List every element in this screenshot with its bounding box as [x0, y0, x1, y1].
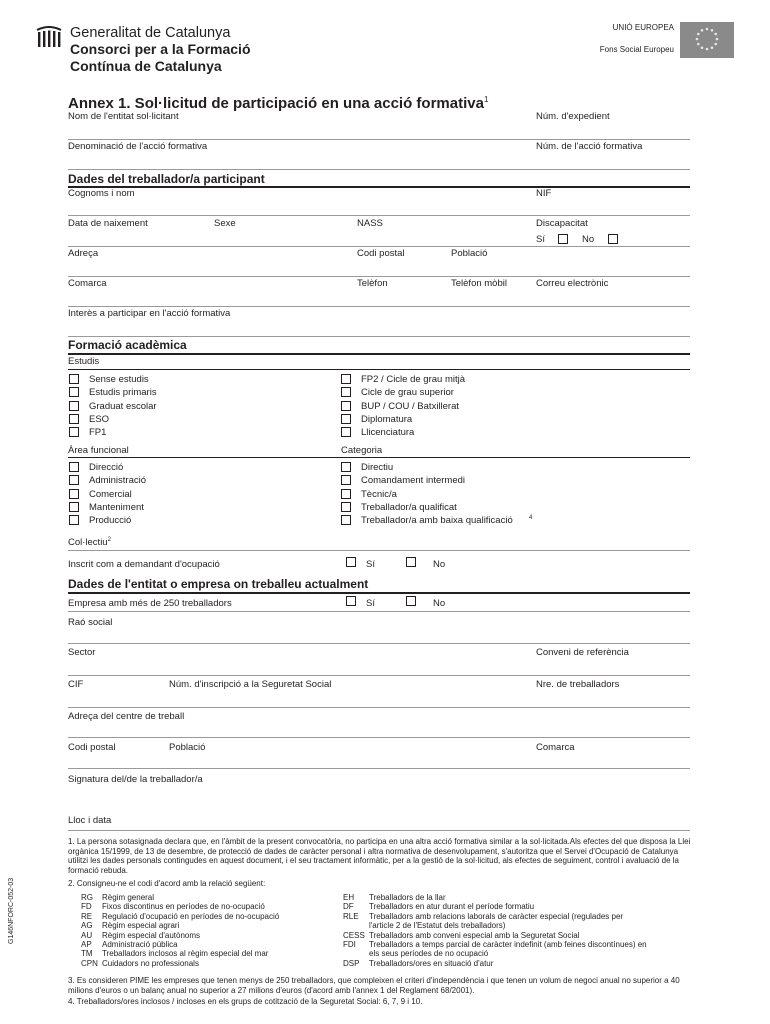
area-label: Administració: [89, 475, 147, 487]
divider-empresa250: [68, 611, 690, 612]
estudis-label: FP2 / Cicle de grau mitjà: [361, 374, 466, 385]
categoria-label: Comandament intermedi: [361, 475, 466, 487]
form-title: [68, 91, 488, 113]
field-rao-social[interactable]: [68, 643, 690, 644]
label-data-naixement: Data de naixement: [68, 218, 148, 229]
estudis-label: ESO: [89, 413, 110, 425]
estudis-checkbox[interactable]: [341, 374, 351, 384]
checkbox-disc-no[interactable]: [608, 234, 618, 244]
form-title-footnote: 1: [483, 95, 489, 104]
label-sexe: Sexe: [214, 218, 236, 229]
code-abbr: FDI: [343, 939, 356, 949]
section-treballador: Dades del treballador/a participant: [68, 172, 265, 186]
code-row: [343, 931, 688, 940]
code-row: [343, 921, 688, 930]
field-cognoms[interactable]: [68, 215, 690, 216]
categoria-checkbox[interactable]: [341, 489, 351, 499]
code-row: [343, 959, 688, 968]
categoria-footnote: 4: [529, 515, 533, 521]
col-lectiu-footnote: 2: [107, 537, 111, 543]
label-categoria: Categoria: [341, 445, 383, 456]
label-empresa250: Empresa amb més de 250 treballadors: [68, 598, 232, 609]
label-disc-no: No: [582, 234, 595, 245]
code-abbr: AP: [81, 939, 92, 949]
field-cif[interactable]: [68, 707, 690, 708]
codes-right-list: [343, 893, 688, 968]
code-row: [343, 893, 688, 902]
estudis-checkbox[interactable]: [69, 414, 79, 424]
generalitat-logo: [36, 26, 62, 48]
estudis-checkbox[interactable]: [69, 401, 79, 411]
code-desc: els seus períodes de no ocupació: [369, 949, 489, 959]
label-lloc-data: Lloc i data: [68, 815, 112, 826]
categoria-checkbox[interactable]: [341, 515, 351, 525]
label-nif: NIF: [536, 188, 552, 199]
field-col-lectiu[interactable]: [68, 550, 690, 551]
code-abbr: DSP: [343, 958, 360, 968]
eu-fund: Fons Social Europeu: [599, 45, 674, 54]
code-desc: Treballadors de la llar: [369, 893, 446, 902]
label-nass: NASS: [357, 218, 383, 229]
estudis-checkbox[interactable]: [341, 401, 351, 411]
label-inscrit: Inscrit com a demandant d'ocupació: [68, 559, 220, 570]
area-checkbox[interactable]: [69, 502, 79, 512]
code-desc: Fixos discontinus en períodes de no-ocupació: [102, 902, 265, 912]
label-rao-social: Raó social: [68, 617, 113, 628]
field-comarca[interactable]: [68, 306, 690, 307]
field-sector[interactable]: [68, 675, 690, 676]
section-divider: [68, 186, 690, 188]
code-desc: Treballadors/ores en situació d'atur: [369, 958, 494, 968]
col-lectiu-text: Col·lectiu: [68, 537, 108, 549]
note-2: 2. Consigneu-ne el codi d'acord amb la relació següent:: [68, 879, 266, 888]
area-label: Producció: [89, 515, 132, 527]
label-interes: Interès a participar en l'acció formativa: [68, 308, 231, 319]
code-row: [343, 949, 688, 958]
form-title-text: Annex 1. Sol·licitud de participació en una acció formativa: [68, 95, 484, 112]
area-checkbox[interactable]: [69, 515, 79, 525]
label-inscrit-no: No: [433, 559, 446, 570]
estudis-checkbox[interactable]: [69, 387, 79, 397]
label-nom-entitat: Nom de l'entitat sol·licitant: [68, 111, 179, 122]
label-empresa250-si: Sí: [366, 598, 375, 609]
label-disc-si: Sí: [536, 234, 545, 245]
checkbox-empresa250-si[interactable]: [346, 596, 356, 606]
checkbox-disc-si[interactable]: [558, 234, 568, 244]
label-empresa250-no: No: [433, 598, 446, 609]
code-abbr: DF: [343, 902, 354, 912]
field-adreca-centre[interactable]: [68, 737, 690, 738]
categoria-checkbox[interactable]: [341, 462, 351, 472]
note-4: 4. Treballadors/ores inclosos / incloses en els grups de cotització de la Seguretat Social: 6, 7, 9 i 10.: [68, 997, 423, 1006]
label-comarca: Comarca: [68, 278, 107, 289]
code-row: [81, 902, 331, 911]
code-desc: Règim especial agrari: [102, 921, 180, 931]
code-desc: Regulació d'ocupació en períodes de no-ocupació: [102, 911, 280, 921]
label-inscrit-si: Sí: [366, 559, 375, 570]
org-name-line3: Contínua de Catalunya: [70, 58, 222, 74]
label-cognoms: Cognoms i nom: [68, 188, 135, 199]
label-adreca-centre: Adreça del centre de treball: [68, 711, 185, 722]
label-col-lectiu: [68, 535, 111, 548]
label-adreca: Adreça: [68, 248, 99, 259]
estudis-label: Estudis primaris: [89, 387, 157, 399]
code-row: [81, 940, 331, 949]
org-name-line1: Generalitat de Catalunya: [70, 25, 231, 41]
label-num-accio: Núm. de l'acció formativa: [536, 141, 643, 152]
categoria-label: Directiu: [361, 462, 394, 473]
section-divider: [68, 353, 690, 355]
code-abbr: CESS: [343, 930, 365, 940]
area-checkbox[interactable]: [69, 475, 79, 485]
code-desc: Cuidadors no professionals: [102, 958, 199, 968]
categoria-checkbox[interactable]: [341, 475, 351, 485]
categoria-checkbox[interactable]: [341, 502, 351, 512]
estudis-checkbox[interactable]: [341, 414, 351, 424]
label-discapacitat: Discapacitat: [536, 218, 588, 229]
area-label: Direcció: [89, 462, 124, 473]
checkbox-inscrit-si[interactable]: [346, 557, 356, 567]
code-row: [81, 949, 331, 958]
eu-title: UNIÓ EUROPEA: [612, 23, 674, 32]
categoria-label: Tècnic/a: [361, 488, 397, 500]
estudis-label: Llicenciatura: [361, 427, 415, 439]
label-num-expedient: Núm. d'expedient: [536, 111, 610, 122]
field-interes[interactable]: [68, 336, 690, 337]
estudis-checkbox[interactable]: [69, 374, 79, 384]
label-conveni: Conveni de referència: [536, 647, 629, 658]
code-row: [343, 912, 688, 921]
categoria-label: Treballador/a amb baixa qualificació: [361, 515, 513, 527]
area-label: Manteniment: [89, 501, 144, 513]
field-lloc-data[interactable]: [68, 830, 690, 831]
code-desc: Treballadors en atur durant el període formatiu: [369, 902, 535, 912]
code-abbr: AU: [81, 930, 93, 940]
section-divider: [68, 592, 690, 594]
code-desc: Treballadors amb conveni especial amb la Seguretat Social: [369, 930, 580, 940]
code-abbr: CPN: [81, 958, 98, 968]
label-telefon-mobil: Telèfon mòbil: [451, 278, 507, 289]
divider-area: [68, 457, 690, 458]
field-data-naixement[interactable]: [68, 246, 690, 247]
label-nre-treballadors: Nre. de treballadors: [536, 679, 620, 690]
code-row: [81, 959, 331, 968]
field-nom-entitat[interactable]: [68, 139, 690, 140]
field-denominacio[interactable]: [68, 169, 690, 170]
label-codi-postal-centre: Codi postal: [68, 742, 116, 753]
code-abbr: RG: [81, 893, 93, 902]
area-checkbox[interactable]: [69, 462, 79, 472]
estudis-checkbox[interactable]: [341, 427, 351, 437]
label-correu: Correu electrònic: [536, 278, 609, 289]
estudis-label: Sense estudis: [89, 374, 149, 385]
label-area-funcional: Àrea funcional: [68, 445, 129, 456]
code-abbr: EH: [343, 893, 355, 902]
code-abbr: FD: [81, 902, 92, 912]
code-abbr: RE: [81, 911, 93, 921]
code-desc: Treballadors a temps parcial de caràcter indefinit (amb feines discontínues) en: [369, 939, 647, 949]
code-desc: l'article 2 de l'Estatut dels treballadors): [369, 921, 506, 931]
code-desc: Administració pública: [102, 939, 178, 949]
estudis-checkbox[interactable]: [69, 427, 79, 437]
estudis-label: Diplomatura: [361, 413, 413, 425]
field-codi-postal-centre[interactable]: [68, 768, 690, 769]
label-poblacio: Població: [451, 248, 488, 259]
note-3: 3. Es consideren PIME les empreses que tenen menys de 250 treballadors, que compleixen el criteri d'independència i que tenen un volum de negoci anual no superior a 40 milions d'euros o un balanç anual no superior a 27 milions d'euros (d'acord amb l'annex 1 del Reglament 68/2001).: [68, 976, 680, 995]
code-row: [343, 902, 688, 911]
categoria-label: Treballador/a qualificat: [361, 501, 457, 513]
code-desc: Règim general: [102, 893, 155, 902]
code-row: [81, 893, 331, 902]
section-formacio: Formació acadèmica: [68, 338, 187, 352]
label-estudis: Estudis: [68, 356, 100, 367]
code-abbr: TM: [81, 949, 93, 959]
label-cif: CIF: [68, 679, 84, 690]
label-num-inscripcio: Núm. d'inscripció a la Seguretat Social: [169, 679, 332, 690]
side-form-code: G146NFORC-052-03: [8, 877, 15, 944]
checkbox-inscrit-no[interactable]: [406, 557, 416, 567]
area-checkbox[interactable]: [69, 489, 79, 499]
code-abbr: AG: [81, 921, 93, 931]
label-comarca-centre: Comarca: [536, 742, 575, 753]
label-poblacio-centre: Població: [169, 742, 206, 753]
code-row: [343, 940, 688, 949]
label-codi-postal: Codi postal: [357, 248, 405, 259]
code-desc: Règim especial d'autònoms: [102, 930, 201, 940]
area-label: Comercial: [89, 488, 132, 500]
code-row: [81, 931, 331, 940]
org-name-line2: Consorci per a la Formació: [70, 41, 251, 57]
label-signatura: Signatura del/de la treballador/a: [68, 774, 203, 785]
eu-flag-icon: [680, 22, 734, 58]
note-1: 1. La persona sotasignada declara que, en l'àmbit de la present convocatòria, no participa en una altra acció formativa similar a la sol·licitada.Als efectes del que disposa la Llei orgànica 15/1999, de 13 de desembre, de protecció de dades de caràcter personal i altra normativa de desenvolupament, s'autoritza que el Servei d'Ocupació de Catalunya utilitzi les dades personals contingudes en aquest document, i el seu tractament informàtic, per a la gestió de la sol·licitud, als efectes de seguiment, control i avaluació de la formació rebuda.: [68, 837, 691, 875]
estudis-checkbox[interactable]: [341, 387, 351, 397]
estudis-label: Cicle de grau superior: [361, 387, 454, 399]
section-entitat: Dades de l'entitat o empresa on treballeu actualment: [68, 577, 369, 591]
label-sector: Sector: [68, 647, 96, 658]
label-telefon: Telèfon: [357, 278, 388, 289]
estudis-label: Graduat escolar: [89, 400, 157, 412]
label-denominacio: Denominació de l'acció formativa: [68, 141, 208, 152]
code-row: [81, 921, 331, 930]
code-desc: Treballadors inclosos al règim especial del mar: [102, 949, 269, 959]
estudis-label: FP1: [89, 427, 107, 439]
field-adreca[interactable]: [68, 276, 690, 277]
code-desc: Treballadors amb relacions laborals de caràcter especial (regulades per: [369, 911, 624, 921]
checkbox-empresa250-no[interactable]: [406, 596, 416, 606]
estudis-label: BUP / COU / Batxillerat: [361, 400, 460, 412]
code-abbr: RLE: [343, 911, 359, 921]
code-row: [81, 912, 331, 921]
codes-left-list: [81, 893, 331, 968]
divider-estudis: [68, 369, 690, 370]
